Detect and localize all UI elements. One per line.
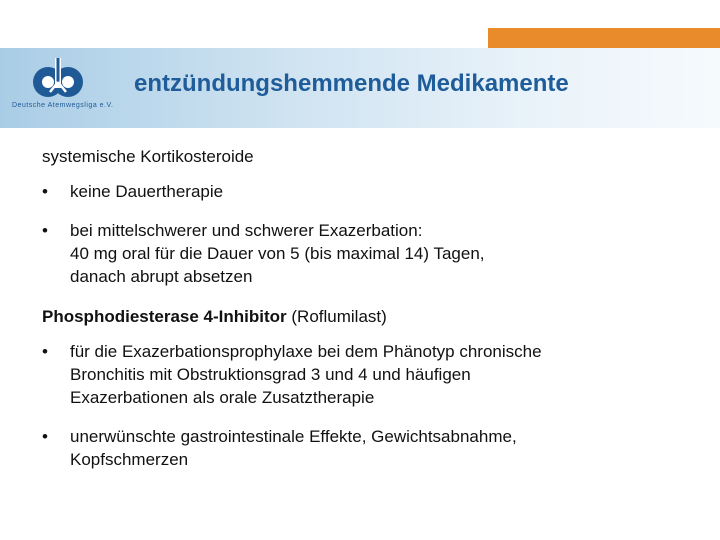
section-heading-pde4	[42, 305, 702, 328]
bullet-marker: •	[42, 341, 48, 361]
bullet-line: Exazerbationen als orale Zusatztherapie	[70, 387, 375, 407]
section-heading-bold: Phosphodiesterase 4-Inhibitor	[42, 306, 287, 326]
bullet-text	[70, 180, 702, 203]
bullet-line: bei mittelschwerer und schwerer Exazerbation:	[70, 221, 423, 241]
bullet-item	[42, 425, 702, 471]
bullet-line: keine Dauertherapie	[70, 182, 224, 202]
bullet-item	[42, 219, 702, 288]
page-title: entzündungshemmende Medikamente	[134, 70, 569, 97]
top-margin	[0, 0, 720, 28]
bullet-line: danach abrupt absetzen	[70, 267, 253, 287]
bullet-item	[42, 180, 702, 203]
bullet-marker: •	[42, 426, 48, 446]
section-heading-rest: (Roflumilast)	[286, 306, 387, 326]
section-heading-kortikosteroide: systemische Kortikosteroide	[42, 147, 254, 166]
bullet-marker: •	[42, 221, 48, 241]
bullet-line: für die Exazerbationsprophylaxe bei dem Phänotyp chronische	[70, 341, 542, 361]
slide-content	[42, 145, 702, 487]
lung-logo-icon	[30, 56, 86, 102]
bullet-line: Kopfschmerzen	[70, 450, 189, 470]
bullet-item	[42, 340, 702, 409]
bullet-text	[70, 425, 702, 471]
accent-bar	[488, 28, 720, 48]
bullet-marker: •	[42, 182, 48, 202]
bullet-line: Bronchitis mit Obstruktionsgrad 3 und 4 und häufigen	[70, 364, 471, 384]
bullet-text	[70, 340, 702, 409]
bullet-text	[70, 219, 702, 288]
bullet-line: unerwünschte gastrointestinale Effekte, Gewichtsabnahme,	[70, 426, 517, 446]
bullet-line: 40 mg oral für die Dauer von 5 (bis maximal 14) Tagen,	[70, 244, 485, 264]
logo-caption: Deutsche Atemwegsliga e.V.	[12, 102, 114, 109]
